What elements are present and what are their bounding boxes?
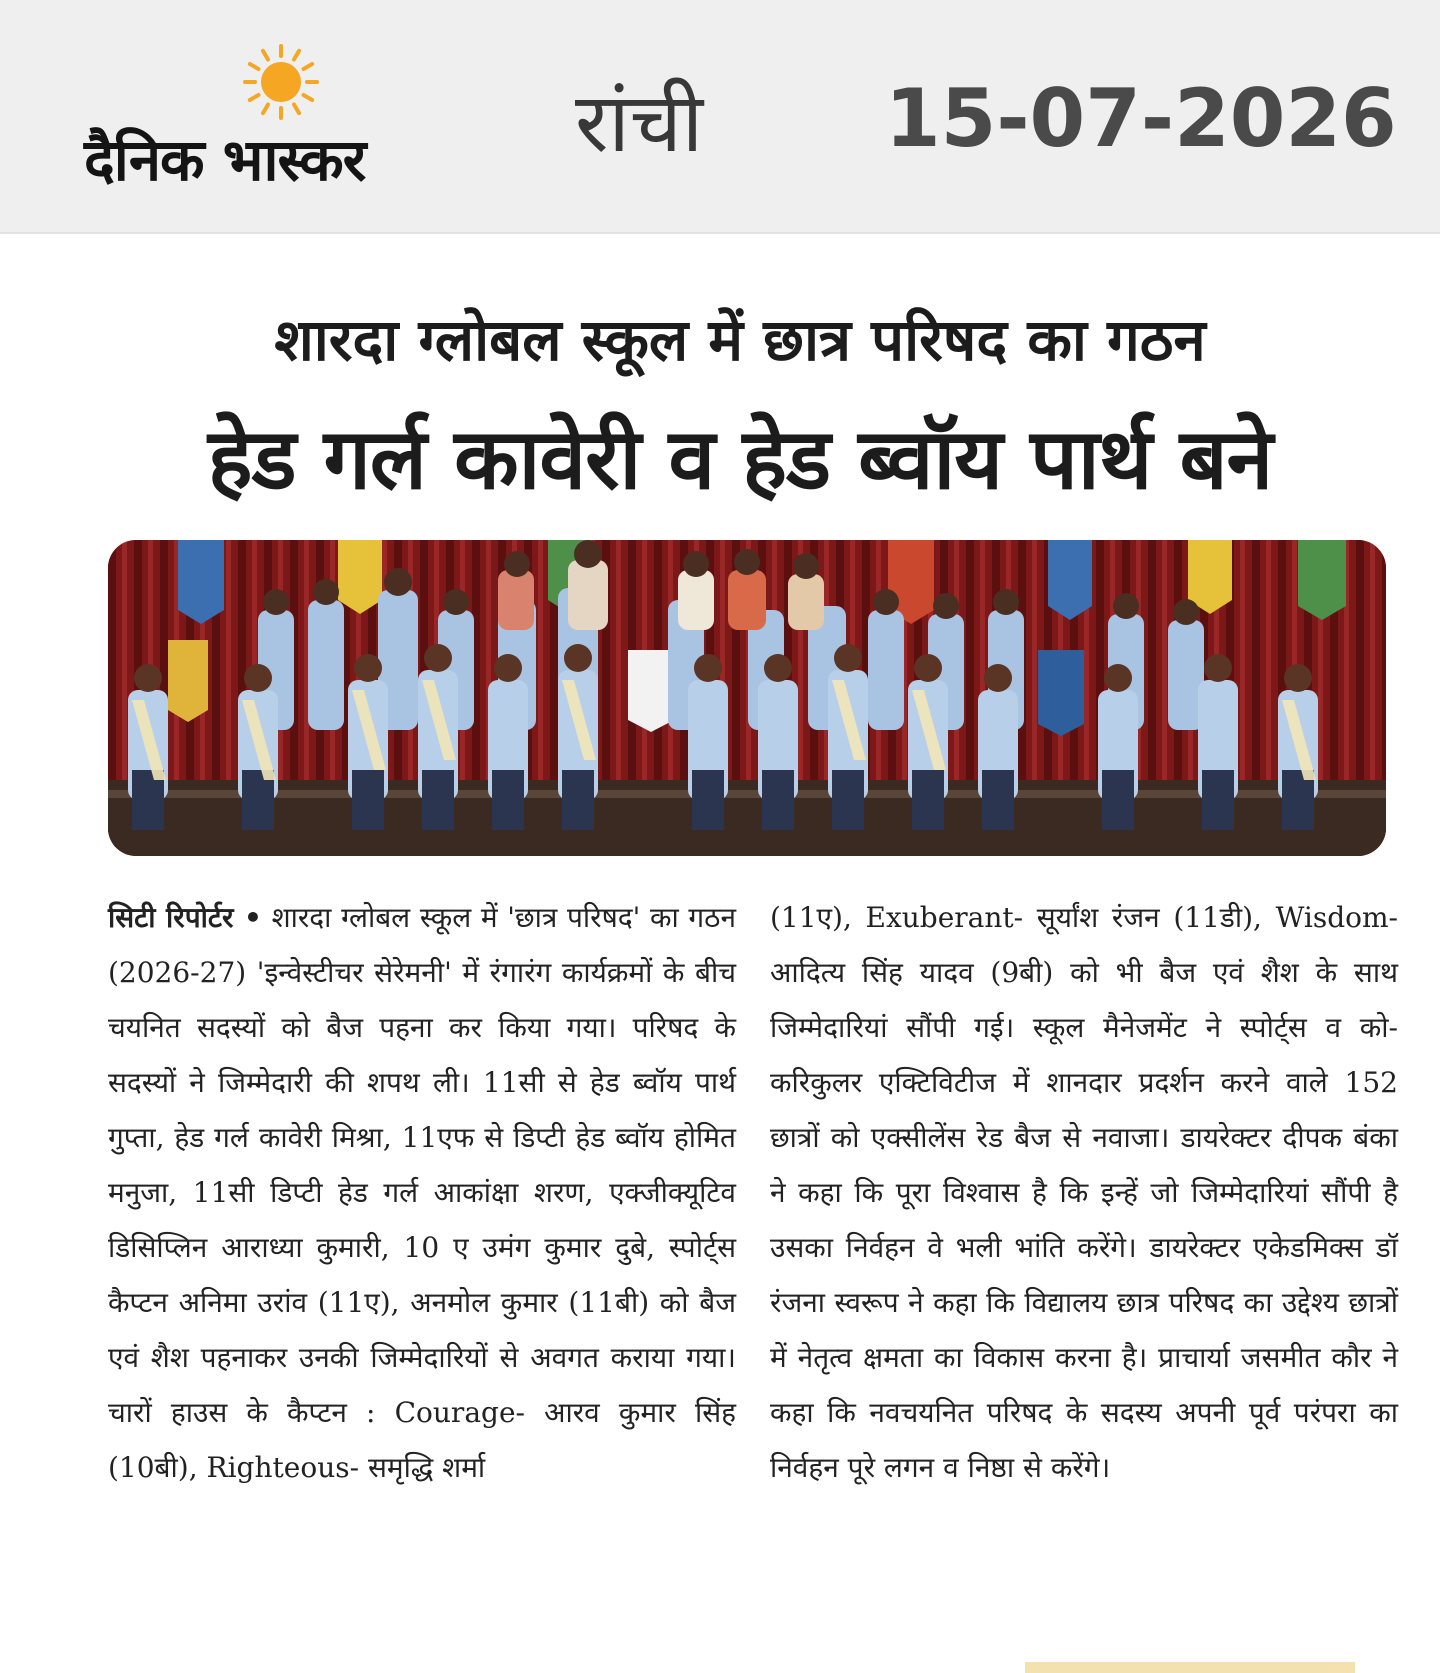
logo-text: दैनिक भास्कर <box>84 126 366 194</box>
article-body-right: (11ए), Exuberant- सूर्यांश रंजन (11डी), Wisdom- आदित्य सिंह यादव (9बी) को भी बैज एवं शैश के साथ जिम्मेदारियां सौंपी गई। स्कूल मैनेजमेंट ने स्पोर्ट्स व को-करिकुलर एक्टिविटीज में शानदार प्रदर्शन करने वाले 152 छात्रों को एक्सीलेंस रेड बैज से नवाजा। डायरेक्टर दीपक बंका ने कहा कि पूरा विश्वास है कि इन्हें जो जिम्मेदारियां सौंपी है उसका निर्वहन वे भली भांति करेंगे। डायरेक्टर एकेडमिक्स डॉ रंजना स्वरूप ने कहा कि विद्यालय छात्र परिषद का उद्देश्य छात्रों में नेतृत्व क्षमता का विकास करना है। प्राचार्या जसमीत कौर ने कहा कि नवचयनित परिषद के सदस्य अपनी पूर्व परंपरा का निर्वहन पूरे लगन व निष्ठा से करेंगे। <box>770 901 1398 1484</box>
article-body-left: शारदा ग्लोबल स्कूल में 'छात्र परिषद' का गठन (2026-27) 'इन्वेस्टीचर सेरेमनी' में रंगारंग कार्यक्रमों के बीच चयनित सदस्यों को बैज पहना कर किया गया। परिषद के सदस्यों ने जिम्मेदारी की शपथ ली। 11सी से हेड ब्वॉय पार्थ गुप्ता, हेड गर्ल कावेरी मिश्रा, 11एफ से डिप्टी हेड ब्वॉय होमित मनुजा, 11सी डिप्टी हेड गर्ल आकांक्षा शरण, एक्जीक्यूटिव डिसिप्लिन आराध्या कुमारी, 10 ए उमंग कुमार दुबे, स्पोर्ट्स कैप्टन अनिमा उरांव (11ए), अनमोल कुमार (11बी) को बैज एवं शैश पहनाकर उनकी जिम्मेदारियों से अवगत कराया गया। चारों हाउस के कैप्टन : Courage- आरव कुमार सिंह (10बी), Righteous- समृद्धि शर्मा <box>108 901 736 1484</box>
edition-date: 15-07-2026 <box>885 72 1397 165</box>
headline-main: हेड गर्ल कावेरी व हेड ब्वॉय पार्थ बने <box>207 410 1273 508</box>
masthead <box>0 0 1440 234</box>
group-photo <box>108 540 1386 856</box>
headline-kicker: शारदा ग्लोबल स्कूल में छात्र परिषद का गठन <box>274 306 1206 374</box>
byline: सिटी रिपोर्टर • <box>108 901 262 934</box>
footer-accent-strip <box>1025 1662 1355 1673</box>
edition-city: रांची <box>575 76 704 171</box>
group-photo-illustration <box>108 540 1386 856</box>
article-column-left <box>108 890 736 1495</box>
sun-icon <box>239 40 323 124</box>
newspaper-logo <box>84 40 484 194</box>
article-column-right <box>770 890 1398 1495</box>
